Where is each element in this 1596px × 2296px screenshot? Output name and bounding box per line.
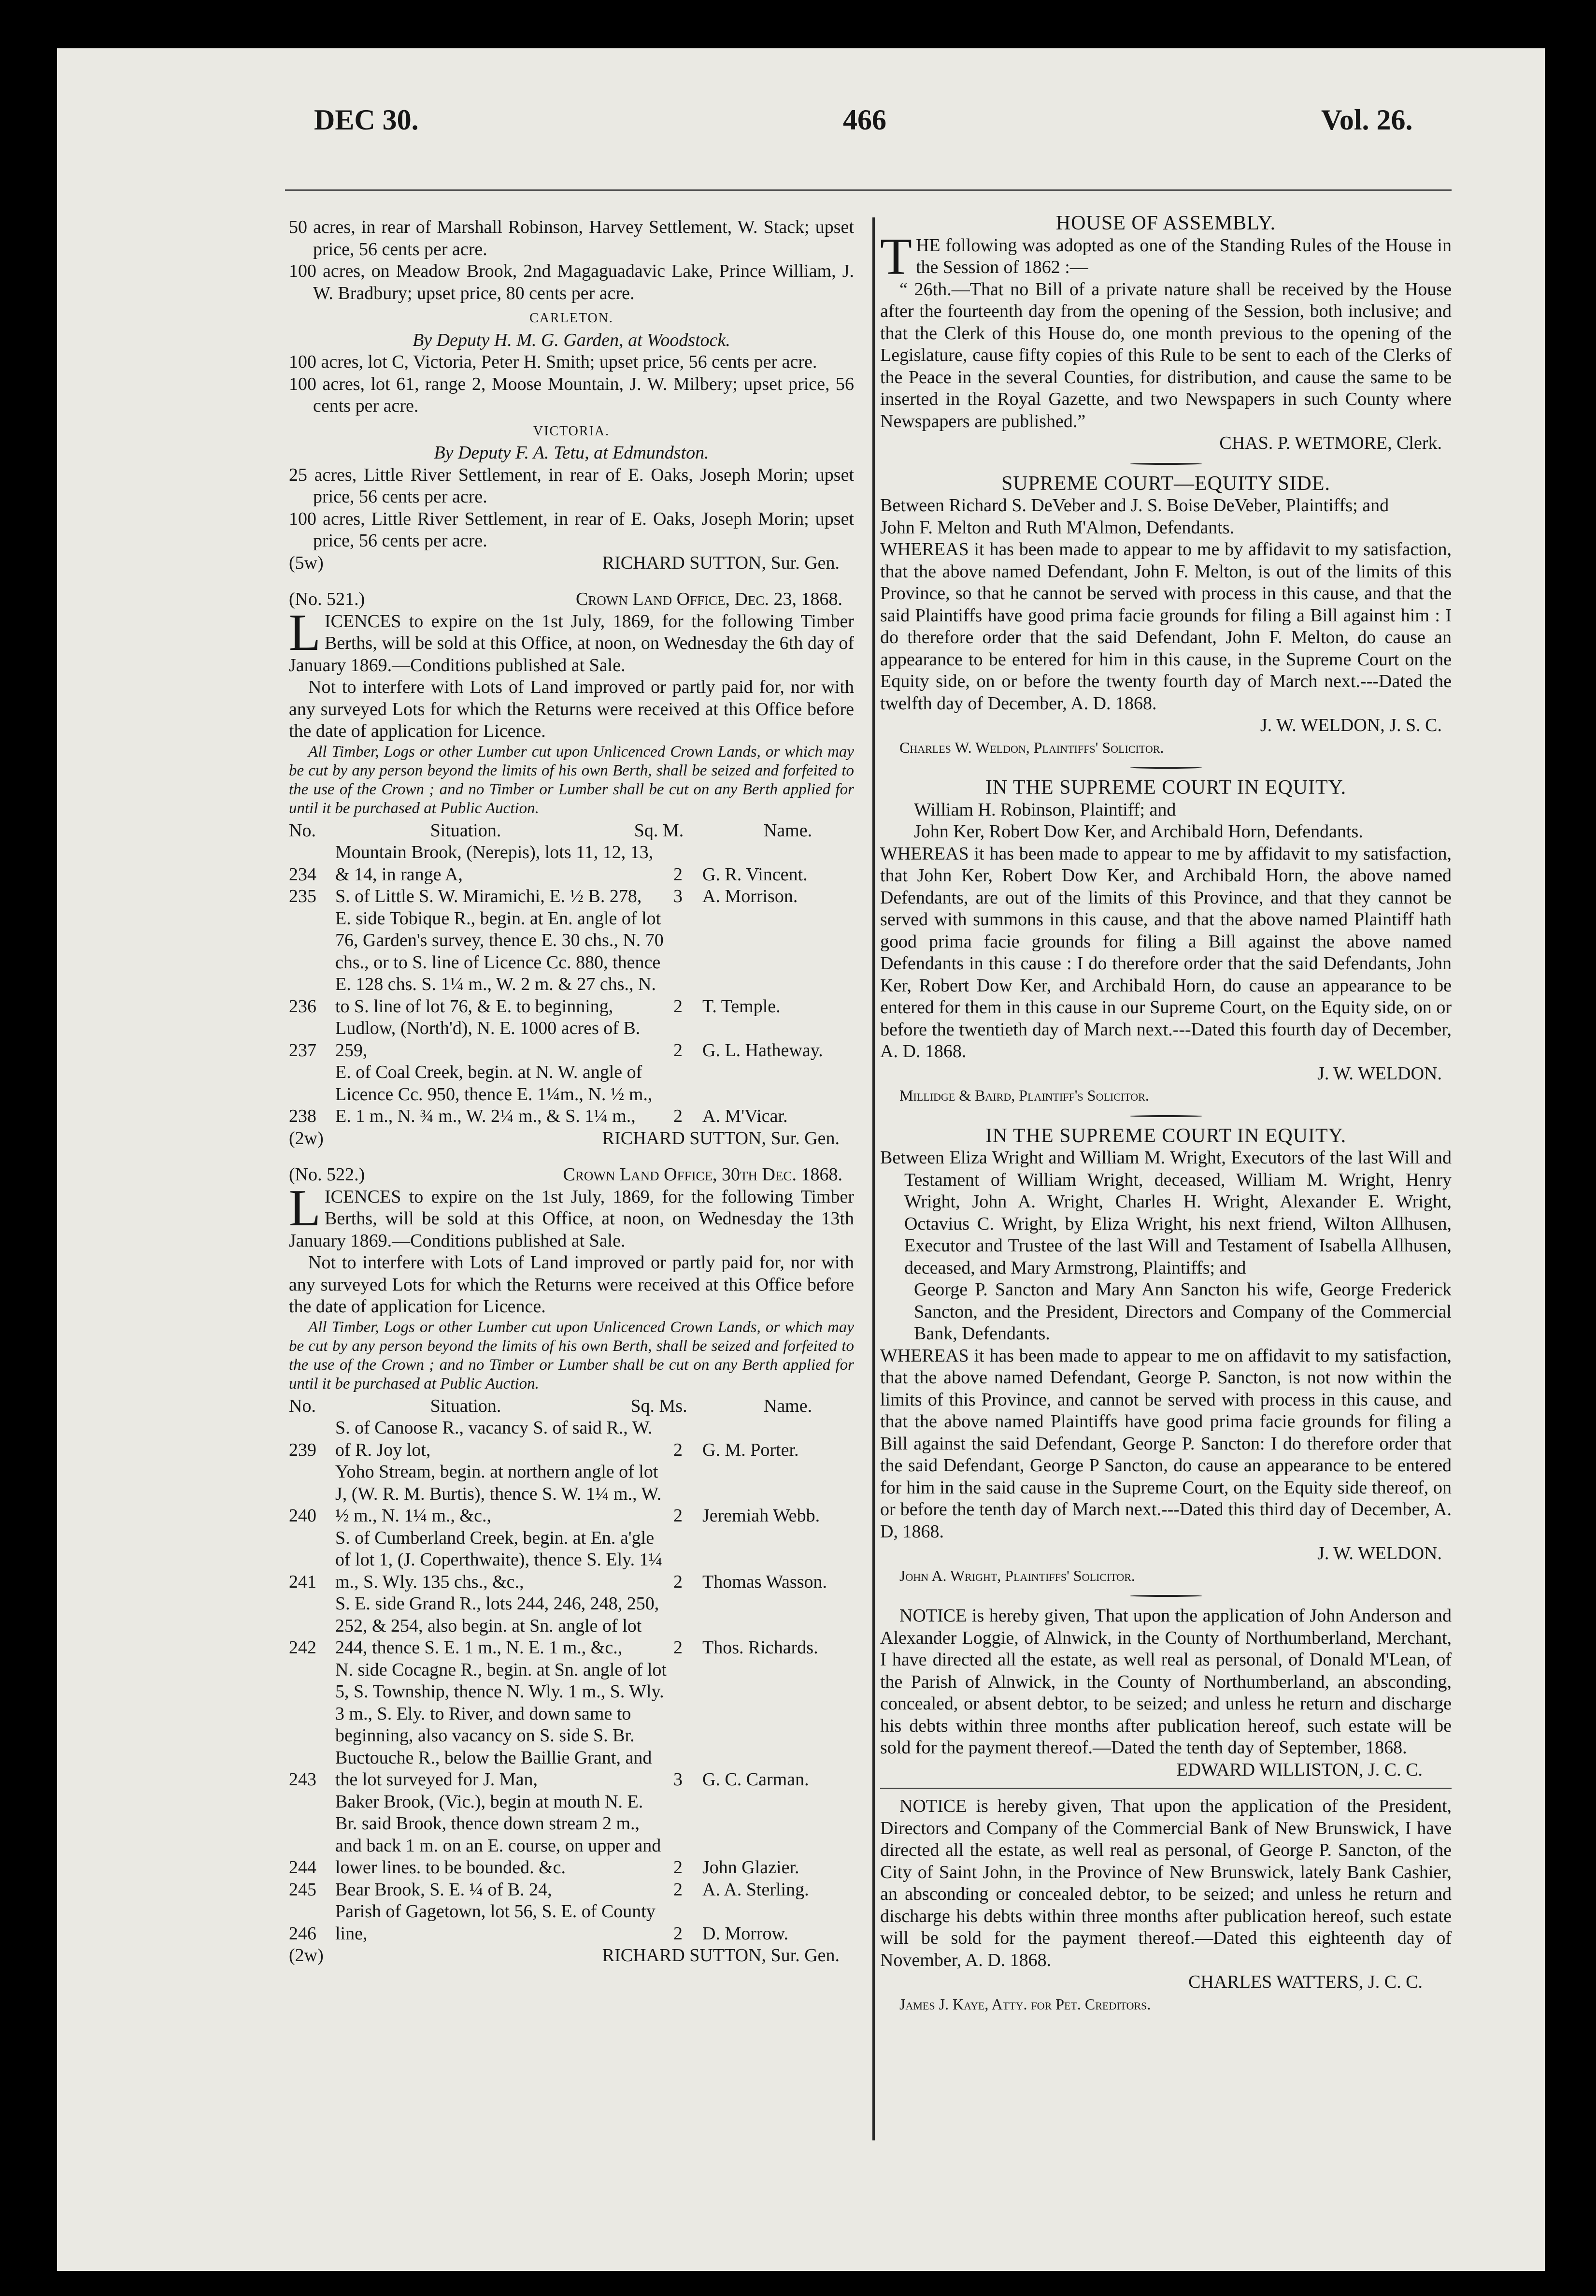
land-item: 100 acres, lot C, Victoria, Peter H. Smith; upset price, 56 cents per acre. <box>289 352 817 372</box>
signatory: CHAS. P. WETMORE, Clerk. <box>1219 433 1442 453</box>
notice-office: Crown Land Office, Dec. 23, 1868. <box>576 589 842 609</box>
signatory: J. W. WELDON. <box>1317 1063 1442 1084</box>
section-title: IN THE SUPREME COURT IN EQUITY. <box>985 1124 1347 1147</box>
table-row: 236 E. side Tobique R., begin. at En. angle of lot 76, Garden's survey, thence E. 30 chs., N. 70 chs., or to S. line of Licence Cc. 880, thence E. 128 chs. S. 1¼ m., W. 2 m. & 27 chs., N. to S. line of lot 76, & E. to beginning, 2 T. Temple. <box>289 908 781 1017</box>
deputy-line: By Deputy H. M. G. Garden, at Woodstock. <box>413 330 730 350</box>
parties: John Ker, Robert Dow Ker, and Archibald Horn, Defendants. <box>914 821 1363 842</box>
notice-paragraph: Not to interfere with Lots of Land improved or partly paid for, nor with any surveyed Lots for which the Returns were received at this Office before the date of application for Licence. <box>289 1252 854 1317</box>
drop-cap: T <box>880 228 912 286</box>
signatory: EDWARD WILLISTON, J. C. C. <box>1176 1759 1423 1780</box>
ornamental-rule <box>1130 1592 1202 1600</box>
solicitor: John A. Wright, Plaintiffs' Solicitor. <box>899 1566 1135 1584</box>
land-item: 25 acres, Little River Settlement, in rear of E. Oaks, Joseph Morin; upset price, 56 cents per acre. <box>289 464 854 507</box>
notice-number: (No. 521.) <box>289 589 365 609</box>
solicitor: Millidge & Baird, Plaintiff's Solicitor. <box>899 1087 1149 1104</box>
notice-lead: THE following was adopted as one of the Standing Rules of the House in the Session of 1862 :— <box>880 228 1452 286</box>
land-item: 100 acres, Little River Settlement, in rear of E. Oaks, Joseph Morin; upset price, 56 cents per acre. <box>289 508 854 551</box>
table-row: 243 N. side Cocagne R., begin. at Sn. angle of lot 5, S. Township, thence N. Wly. 1 m., S. Wly. 3 m., S. Ely. to River, and down same to beginning, also vacancy on S. side S. Br. Buctouche R., below the Baillie Grant, and the lot surveyed for J. Man, 3 G. C. Carman. <box>289 1659 809 1790</box>
land-item: 100 acres, on Meadow Brook, 2nd Magaguadavic Lake, Prince William, J. W. Bradbury; upset price, 80 cents per acre. <box>289 261 854 303</box>
court-order: WHEREAS it has been made to appear to me by affidavit to my satisfaction, that the above named Defendant, John F. Melton, is out of the limits of this Province, so that he cannot be served with process in this cause, and that the said Plaintiffs have good prima facie grounds for filing a Bill against him : I do therefore order that the said Defendant, John F. Melton, do cause an appearance to be entered for him in this cause, in the Supreme Court on the Equity side, on or before the twenty fourth day of March next.---Dated the twelfth day of December, A. D. 1868. <box>880 539 1452 714</box>
drop-cap: L <box>289 1179 321 1237</box>
notice-heading-522 <box>289 1164 854 1186</box>
parties: George P. Sancton and Mary Ann Sancton his wife, George Frederick Sancton, and the President, Directors and Company of the Commercial Bank, Defendants. <box>914 1279 1452 1344</box>
county-heading: VICTORIA. <box>533 423 610 439</box>
insertion-code: (2w) <box>289 1945 324 1966</box>
table-row: 237 Ludlow, (North'd), N. E. 1000 acres of B. 259, 2 G. L. Hatheway. <box>289 1018 823 1061</box>
notice-office: Crown Land Office, 30th Dec. 1868. <box>563 1164 842 1185</box>
section-title: SUPREME COURT—EQUITY SIDE. <box>1001 472 1331 495</box>
parties: John F. Melton and Ruth M'Almon, Defendants. <box>880 517 1235 538</box>
header-date: DEC 30. <box>314 104 419 136</box>
table-row: 244 Baker Brook, (Vic.), begin at mouth N. E. Br. said Brook, thence down stream 2 m., and back 1 m. on an E. course, on upper and lower lines. to be bounded. &c. 2 John Glazier. <box>289 1791 799 1878</box>
standing-rule-text: “ 26th.—That no Bill of a private nature shall be received by the House after the fourteenth day from the opening of the Session, both inclusive; and that the Clerk of this House do, one month previous to the opening of the Legislature, cause fifty copies of this Rule to be sent to each of the Clerks of the Peace in the several Counties, for distribution, and cause the same to be inserted in the Royal Gazette, and two Newspapers in such County where Newspapers are published.” <box>880 279 1452 431</box>
header-volume: Vol. 26. <box>1321 104 1413 136</box>
ornamental-rule <box>1130 1112 1202 1120</box>
table-row: 245 Bear Brook, S. E. ¼ of B. 24, 2 A. A. Sterling. <box>289 1879 809 1900</box>
signature-line <box>289 552 854 574</box>
table-row: 242 S. E. side Grand R., lots 244, 246, 248, 250, 252, & 254, also begin. at Sn. angle of lot 244, thence S. E. 1 m., N. E. 1 m., &c., 2 Thos. Richards. <box>289 1593 818 1658</box>
header-rule <box>285 189 1452 191</box>
signatory: RICHARD SUTTON, Sur. Gen. <box>602 1128 840 1148</box>
parties: Between Eliza Wright and William M. Wright, Executors of the last Will and Testament of William Wright, deceased, William M. Wright, Henry Wright, John A. Wright, Charles H. Wright, Alexander E. Wright, Octavius C. Wright, by Eliza Wright, his next friend, Wilton Allhusen, Executor and Trustee of the last Will and Testament of Isabella Allhusen, deceased, and Mary Armstrong, Plaintiffs; and <box>880 1148 1452 1278</box>
solicitor: James J. Kaye, Atty. for Pet. Creditors. <box>899 1995 1151 2013</box>
timber-warning: All Timber, Logs or other Lumber cut upon Unlicenced Crown Lands, or which may be cut by any person beyond the limits of his own Berth, shall be seized and forfeited to the use of the Crown ; and no Timber or Lumber shall be cut on any Berth applied for until it be purchased at Public Auction. <box>289 1318 854 1392</box>
parties: William H. Robinson, Plaintiff; and <box>914 799 1176 820</box>
notice-number: (No. 522.) <box>289 1164 365 1185</box>
ornamental-rule <box>1130 763 1202 772</box>
signatory: RICHARD SUTTON, Sur. Gen. <box>602 552 840 573</box>
signature-line <box>289 1128 854 1150</box>
absconding-debtor-notice: NOTICE is hereby given, That upon the application of the President, Directors and Company of the Commercial Bank of New Brunswick, I have directed all the estate, as well real as personal, of George P. Sancton, of the City of Saint John, in the Province of New Brunswick, lately Bank Cashier, an absconding or concealed debtor, to be seized; and unless he return and discharge his debts within three months after publication hereof, such estate will be sold for the payment thereof.—Dated this eighteenth day of November, A. D. 1868. <box>880 1796 1452 1970</box>
timber-warning: All Timber, Logs or other Lumber cut upon Unlicenced Crown Lands, or which may be cut by any person beyond the limits of his own Berth, shall be seized and forfeited to the use of the Crown ; and no Timber or Lumber shall be cut on any Berth applied for until it be purchased at Public Auction. <box>289 743 854 817</box>
land-item: 50 acres, in rear of Marshall Robinson, Harvey Settlement, W. Stack; upset price, 56 cents per acre. <box>289 217 854 259</box>
right-column <box>880 213 1452 2015</box>
land-item: 100 acres, lot 61, range 2, Moose Mountain, J. W. Milbery; upset price, 56 cents per acre. <box>289 373 854 416</box>
court-order: WHEREAS it has been made to appear to me on affidavit to my satisfaction, that the above named Defendant, George P. Sancton, is not now within the limits of this Province, and cannot be served with process in this cause, and that the above named Plaintiffs have good prima facie grounds for filing a Bill against the said Defendant, George P. Sancton: I do therefore order that the said Defendant, George P Sancton, do cause an appearance to be entered for him in the said cause in the Supreme Court, on the Equity side thereof, on or before the tenth day of March next.---Dated this third day of December, A. D, 1868. <box>880 1345 1452 1542</box>
table-row: 241 S. of Cumberland Creek, begin. at En. a'gle of lot 1, (J. Coperthwaite), thence S. Ely. 1¼ m., S. Wly. 135 chs., &c., 2 Thomas Wasson. <box>289 1527 827 1592</box>
parties: Between Richard S. DeVeber and J. S. Boise DeVeber, Plaintiffs; and <box>880 495 1389 516</box>
notice-heading-521 <box>289 588 854 611</box>
table-header: No. Situation. Sq. M. Name. <box>289 820 812 841</box>
notice-paragraph: Not to interfere with Lots of Land improved or partly paid for, nor with any surveyed Lots for which the Returns were received at this Office before the date of application for Licence. <box>289 677 854 741</box>
insertion-code: (2w) <box>289 1128 324 1148</box>
table-row: 234 Mountain Brook, (Nerepis), lots 11, 12, 13, & 14, in range A, 2 G. R. Vincent. <box>289 842 808 885</box>
insertion-code: (5w) <box>289 552 324 573</box>
section-title: HOUSE OF ASSEMBLY. <box>1055 212 1276 234</box>
column-rule <box>872 217 875 2140</box>
notice-lead: LICENCES to expire on the 1st July, 1869, for the following Timber Berths, will be sold at this Office, at noon, on Wednesday the 13th January 1869.—Conditions published at Sale. <box>289 1179 854 1251</box>
signatory: RICHARD SUTTON, Sur. Gen. <box>602 1945 840 1966</box>
table-row: 246 Parish of Gagetown, lot 56, S. E. of County line, 2 D. Morrow. <box>289 1901 789 1944</box>
deputy-line: By Deputy F. A. Tetu, at Edmundston. <box>434 443 709 463</box>
absconding-debtor-notice: NOTICE is hereby given, That upon the application of John Anderson and Alexander Loggie, of Alnwick, in the County of Northumberland, Merchant, I have directed all the estate, as well real as personal, of Donald M'Lean, of the Parish of Alnwick, in the County of Northumberland, an absconding, concealed, or absent debtor, to be seized; and unless he return and discharge his debts within three months after publication hereof, such estate will be sold for the payment thereof.—Dated the tenth day of September, 1868. <box>880 1606 1452 1758</box>
court-order: WHEREAS it has been made to appear to me by affidavit to my satisfaction, that John Ker, Robert Dow Ker, and Archibald Horn, the above named Defendants, are out of the limits of this Province, and that they cannot be served with summons in this cause, and that the above named Plaintiff hath good prima facie grounds for filing a Bill against the above named Defendants in this cause : I do therefore order that the said Defendants, John Ker, Robert Dow Ker, and Archibald Horn, do cause an appearance to be entered for them in this cause in our Supreme Court, on the Equity side, on or before the twentieth day of March next.---Dated this fourth day of December, A. D. 1868. <box>880 843 1452 1062</box>
signatory: CHARLES WATTERS, J. C. C. <box>1188 1972 1423 1992</box>
signatory: J. W. WELDON, J. S. C. <box>1260 715 1442 735</box>
signatory: J. W. WELDON. <box>1317 1543 1442 1564</box>
drop-cap: L <box>289 603 321 661</box>
county-heading: CARLETON. <box>529 311 613 326</box>
section-title: IN THE SUPREME COURT IN EQUITY. <box>985 776 1347 799</box>
table-row: 238 E. of Coal Creek, begin. at N. W. angle of Licence Cc. 950, thence E. 1¼m., N. ½ m., E. 1 m., N. ¾ m., W. 2¼ m., & S. 1¼ m., 2 A. M'Vicar. <box>289 1062 788 1126</box>
table-row: 235 S. of Little S. W. Miramichi, E. ½ B. 278, 3 A. Morrison. <box>289 886 798 906</box>
signature-line <box>289 1945 854 1967</box>
table-row: 239 S. of Canoose R., vacancy S. of said R., W. of R. Joy lot, 2 G. M. Porter. <box>289 1418 799 1460</box>
divider <box>880 1788 1452 1789</box>
ornamental-rule <box>1130 459 1202 468</box>
table-header: No. Situation. Sq. Ms. Name. <box>289 1395 812 1416</box>
header-page-number: 466 <box>843 104 886 136</box>
left-column <box>289 216 854 1967</box>
solicitor: Charles W. Weldon, Plaintiffs' Solicitor. <box>899 738 1164 756</box>
table-row: 240 Yoho Stream, begin. at northern angle of lot J, (W. R. M. Burtis), thence S. W. 1¼ m., W. ½ m., N. 1¼ m., &c., 2 Jeremiah Webb. <box>289 1462 820 1526</box>
notice-lead: LICENCES to expire on the 1st July, 1869, for the following Timber Berths, will be sold at this Office, at noon, on Wednesday the 6th day of January 1869.—Conditions published at Sale. <box>289 603 854 675</box>
